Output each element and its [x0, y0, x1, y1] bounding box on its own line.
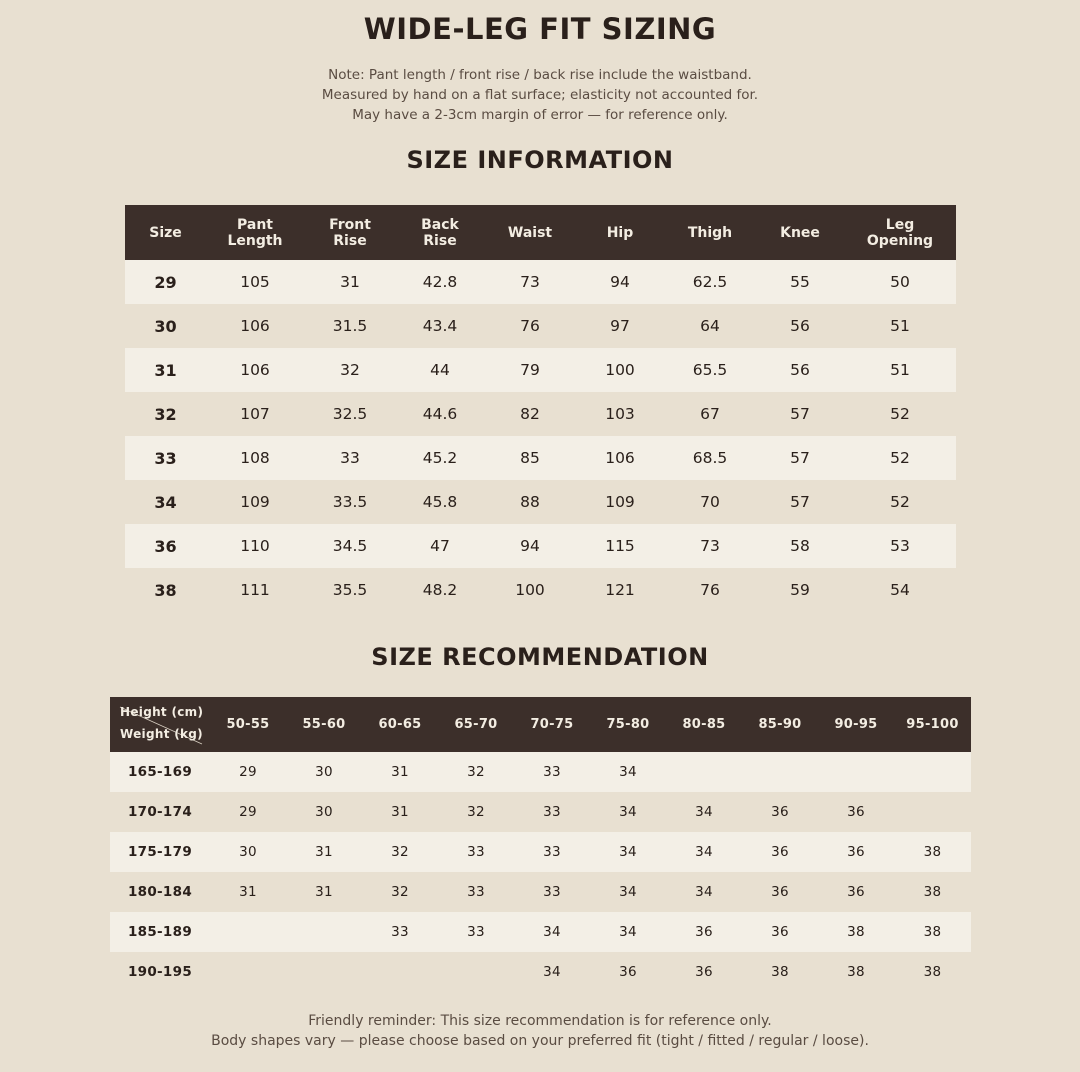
- recommended-size-cell: [818, 752, 894, 792]
- header-label: Pant: [237, 216, 273, 233]
- recommended-size-cell: [286, 912, 362, 952]
- recommended-size-cell: 33: [362, 912, 438, 952]
- height-cell: 185-189: [110, 912, 210, 952]
- measurement-cell: 115: [576, 524, 664, 568]
- table-row: [110, 872, 971, 912]
- column-header: [756, 205, 844, 260]
- header-label: Length: [227, 232, 283, 249]
- measurement-cell: 47: [396, 524, 484, 568]
- recommended-size-cell: 32: [438, 792, 514, 832]
- header-label: Size: [149, 224, 182, 241]
- measurement-cell: 70: [664, 480, 756, 524]
- measurement-cell: 100: [576, 348, 664, 392]
- measurement-cell: 58: [756, 524, 844, 568]
- recommended-size-cell: 30: [210, 832, 286, 872]
- size-information-title: SIZE INFORMATION: [406, 146, 674, 174]
- measurement-cell: 94: [576, 260, 664, 304]
- measurement-cell: 56: [756, 348, 844, 392]
- measurement-cell: 108: [206, 436, 304, 480]
- weight-column-header: 95-100: [894, 697, 971, 752]
- table-row: [110, 792, 971, 832]
- recommended-size-cell: 36: [666, 952, 742, 992]
- recommended-size-cell: [666, 752, 742, 792]
- measurement-cell: 100: [484, 568, 576, 612]
- table-row: [110, 952, 971, 992]
- table-row: [125, 348, 956, 392]
- footer-line: Friendly reminder: This size recommendation is for reference only.: [308, 1013, 772, 1029]
- measurement-cell: 62.5: [664, 260, 756, 304]
- recommended-size-cell: 38: [894, 872, 971, 912]
- table-row: [125, 392, 956, 436]
- measurement-cell: 56: [756, 304, 844, 348]
- recommended-size-cell: 34: [666, 872, 742, 912]
- recommended-size-cell: 36: [590, 952, 666, 992]
- recommended-size-cell: 33: [514, 832, 590, 872]
- measurement-cell: 52: [844, 436, 956, 480]
- size-cell: 29: [125, 260, 206, 304]
- recommended-size-cell: 31: [210, 872, 286, 912]
- header-label: Leg: [885, 216, 915, 233]
- measurement-cell: 67: [664, 392, 756, 436]
- header-label: Back: [421, 216, 459, 233]
- recommended-size-cell: 34: [514, 912, 590, 952]
- recommended-size-cell: 33: [438, 912, 514, 952]
- header-label: Hip: [606, 224, 634, 241]
- measurement-cell: 35.5: [304, 568, 396, 612]
- recommended-size-cell: [894, 792, 971, 832]
- note-line: Note: Pant length / front rise / back rise include the waistband.: [328, 67, 752, 83]
- recommended-size-cell: 34: [590, 872, 666, 912]
- recommended-size-cell: 34: [666, 832, 742, 872]
- measurement-cell: 48.2: [396, 568, 484, 612]
- size-cell: 33: [125, 436, 206, 480]
- measurement-cell: 57: [756, 392, 844, 436]
- measurement-cell: 44: [396, 348, 484, 392]
- measurement-cell: 32.5: [304, 392, 396, 436]
- column-header: [206, 205, 304, 260]
- recommended-size-cell: 38: [818, 912, 894, 952]
- recommended-size-cell: [894, 752, 971, 792]
- measurement-cell: 76: [664, 568, 756, 612]
- measurement-cell: 45.8: [396, 480, 484, 524]
- weight-column-header: 85-90: [742, 697, 818, 752]
- measurement-cell: 45.2: [396, 436, 484, 480]
- measurement-cell: 76: [484, 304, 576, 348]
- measurement-cell: 82: [484, 392, 576, 436]
- size-cell: 34: [125, 480, 206, 524]
- recommended-size-cell: [742, 752, 818, 792]
- note-line: May have a 2-3cm margin of error — for reference only.: [352, 107, 728, 123]
- recommended-size-cell: 36: [742, 832, 818, 872]
- size-cell: 36: [125, 524, 206, 568]
- measurement-cell: 57: [756, 480, 844, 524]
- height-axis-label: Height (cm): [120, 705, 204, 719]
- weight-column-header: 65-70: [438, 697, 514, 752]
- weight-column-header: 80-85: [666, 697, 742, 752]
- height-cell: 180-184: [110, 872, 210, 912]
- weight-column-header: 55-60: [286, 697, 362, 752]
- recommended-size-cell: 38: [894, 832, 971, 872]
- header-label: Rise: [423, 232, 457, 249]
- table-row: [125, 304, 956, 348]
- weight-column-header: 50-55: [210, 697, 286, 752]
- weight-axis-label: Weight (kg): [120, 727, 203, 741]
- header-label: Front: [329, 216, 371, 233]
- recommended-size-cell: 36: [742, 792, 818, 832]
- recommended-size-cell: 29: [210, 792, 286, 832]
- size-cell: 32: [125, 392, 206, 436]
- measurement-cell: 31.5: [304, 304, 396, 348]
- recommended-size-cell: 33: [514, 792, 590, 832]
- recommended-size-cell: 38: [894, 912, 971, 952]
- size-cell: 38: [125, 568, 206, 612]
- header-label: Rise: [333, 232, 367, 249]
- header-label: Thigh: [687, 224, 733, 241]
- recommended-size-cell: 33: [438, 832, 514, 872]
- table-header-row: [125, 205, 956, 260]
- weight-column-header: 75-80: [590, 697, 666, 752]
- table-row: [125, 524, 956, 568]
- measurement-cell: 44.6: [396, 392, 484, 436]
- size-recommendation-table: [110, 697, 971, 992]
- measurement-note: [0, 65, 1080, 125]
- table-row: [125, 436, 956, 480]
- measurement-cell: 33: [304, 436, 396, 480]
- measurement-cell: 57: [756, 436, 844, 480]
- weight-column-header: 60-65: [362, 697, 438, 752]
- column-header: [396, 205, 484, 260]
- measurement-cell: 103: [576, 392, 664, 436]
- recommended-size-cell: 32: [362, 872, 438, 912]
- column-header: [664, 205, 756, 260]
- measurement-cell: 73: [484, 260, 576, 304]
- recommended-size-cell: 34: [666, 792, 742, 832]
- height-cell: 165-169: [110, 752, 210, 792]
- measurement-cell: 65.5: [664, 348, 756, 392]
- measurement-cell: 50: [844, 260, 956, 304]
- column-header: [484, 205, 576, 260]
- measurement-cell: 111: [206, 568, 304, 612]
- recommended-size-cell: [438, 952, 514, 992]
- table-row: [125, 568, 956, 612]
- measurement-cell: 85: [484, 436, 576, 480]
- recommended-size-cell: 29: [210, 752, 286, 792]
- recommended-size-cell: 30: [286, 752, 362, 792]
- table-row: [110, 752, 971, 792]
- measurement-cell: 68.5: [664, 436, 756, 480]
- measurement-cell: 106: [206, 304, 304, 348]
- recommended-size-cell: 33: [514, 752, 590, 792]
- table-row: [125, 260, 956, 304]
- recommended-size-cell: 31: [362, 752, 438, 792]
- measurement-cell: 79: [484, 348, 576, 392]
- measurement-cell: 64: [664, 304, 756, 348]
- measurement-cell: 31: [304, 260, 396, 304]
- recommended-size-cell: 30: [286, 792, 362, 832]
- recommended-size-cell: 36: [818, 832, 894, 872]
- measurement-cell: 106: [206, 348, 304, 392]
- recommended-size-cell: 38: [818, 952, 894, 992]
- measurement-cell: 110: [206, 524, 304, 568]
- height-cell: 170-174: [110, 792, 210, 832]
- recommended-size-cell: 31: [362, 792, 438, 832]
- measurement-cell: 34.5: [304, 524, 396, 568]
- recommended-size-cell: 32: [362, 832, 438, 872]
- column-header: [844, 205, 956, 260]
- measurement-cell: 33.5: [304, 480, 396, 524]
- recommended-size-cell: 34: [514, 952, 590, 992]
- recommended-size-cell: 36: [742, 872, 818, 912]
- measurement-cell: 109: [576, 480, 664, 524]
- recommended-size-cell: 33: [514, 872, 590, 912]
- corner-header: [110, 697, 210, 752]
- measurement-cell: 107: [206, 392, 304, 436]
- measurement-cell: 43.4: [396, 304, 484, 348]
- measurement-cell: 94: [484, 524, 576, 568]
- measurement-cell: 121: [576, 568, 664, 612]
- height-cell: 175-179: [110, 832, 210, 872]
- measurement-cell: 42.8: [396, 260, 484, 304]
- measurement-cell: 51: [844, 348, 956, 392]
- recommended-size-cell: 31: [286, 832, 362, 872]
- recommended-size-cell: 36: [818, 872, 894, 912]
- table-row: [110, 912, 971, 952]
- header-label: Opening: [866, 232, 934, 249]
- measurement-cell: 52: [844, 480, 956, 524]
- recommended-size-cell: [210, 952, 286, 992]
- measurement-cell: 109: [206, 480, 304, 524]
- measurement-cell: 73: [664, 524, 756, 568]
- table-row: [125, 480, 956, 524]
- size-cell: 30: [125, 304, 206, 348]
- size-information-table: [125, 205, 956, 612]
- recommended-size-cell: 34: [590, 752, 666, 792]
- note-line: Measured by hand on a flat surface; elasticity not accounted for.: [321, 87, 759, 103]
- footer-line: Body shapes vary — please choose based on your preferred fit (tight / fitted / regular / loose).: [211, 1033, 869, 1049]
- recommended-size-cell: 38: [742, 952, 818, 992]
- weight-column-header: 90-95: [818, 697, 894, 752]
- size-cell: 31: [125, 348, 206, 392]
- recommended-size-cell: 34: [590, 792, 666, 832]
- recommended-size-cell: [286, 952, 362, 992]
- recommended-size-cell: 36: [818, 792, 894, 832]
- recommended-size-cell: 36: [666, 912, 742, 952]
- weight-column-header: 70-75: [514, 697, 590, 752]
- recommended-size-cell: 34: [590, 832, 666, 872]
- recommended-size-cell: 34: [590, 912, 666, 952]
- measurement-cell: 55: [756, 260, 844, 304]
- recommended-size-cell: 38: [894, 952, 971, 992]
- header-label: Waist: [507, 224, 553, 241]
- measurement-cell: 53: [844, 524, 956, 568]
- measurement-cell: 54: [844, 568, 956, 612]
- column-header: [576, 205, 664, 260]
- page-title: WIDE-LEG FIT SIZING: [363, 12, 717, 46]
- recommended-size-cell: [362, 952, 438, 992]
- measurement-cell: 106: [576, 436, 664, 480]
- measurement-cell: 105: [206, 260, 304, 304]
- measurement-cell: 52: [844, 392, 956, 436]
- height-cell: 190-195: [110, 952, 210, 992]
- size-recommendation-title: SIZE RECOMMENDATION: [371, 643, 709, 671]
- measurement-cell: 59: [756, 568, 844, 612]
- recommended-size-cell: 32: [438, 752, 514, 792]
- recommended-size-cell: 31: [286, 872, 362, 912]
- measurement-cell: 97: [576, 304, 664, 348]
- measurement-cell: 32: [304, 348, 396, 392]
- measurement-cell: 51: [844, 304, 956, 348]
- table-row: [110, 832, 971, 872]
- recommended-size-cell: 33: [438, 872, 514, 912]
- table-header-row: [110, 697, 971, 752]
- friendly-reminder: [0, 1011, 1080, 1051]
- column-header: [304, 205, 396, 260]
- header-label: Knee: [780, 224, 820, 241]
- recommended-size-cell: 36: [742, 912, 818, 952]
- measurement-cell: 88: [484, 480, 576, 524]
- recommended-size-cell: [210, 912, 286, 952]
- column-header: [125, 205, 206, 260]
